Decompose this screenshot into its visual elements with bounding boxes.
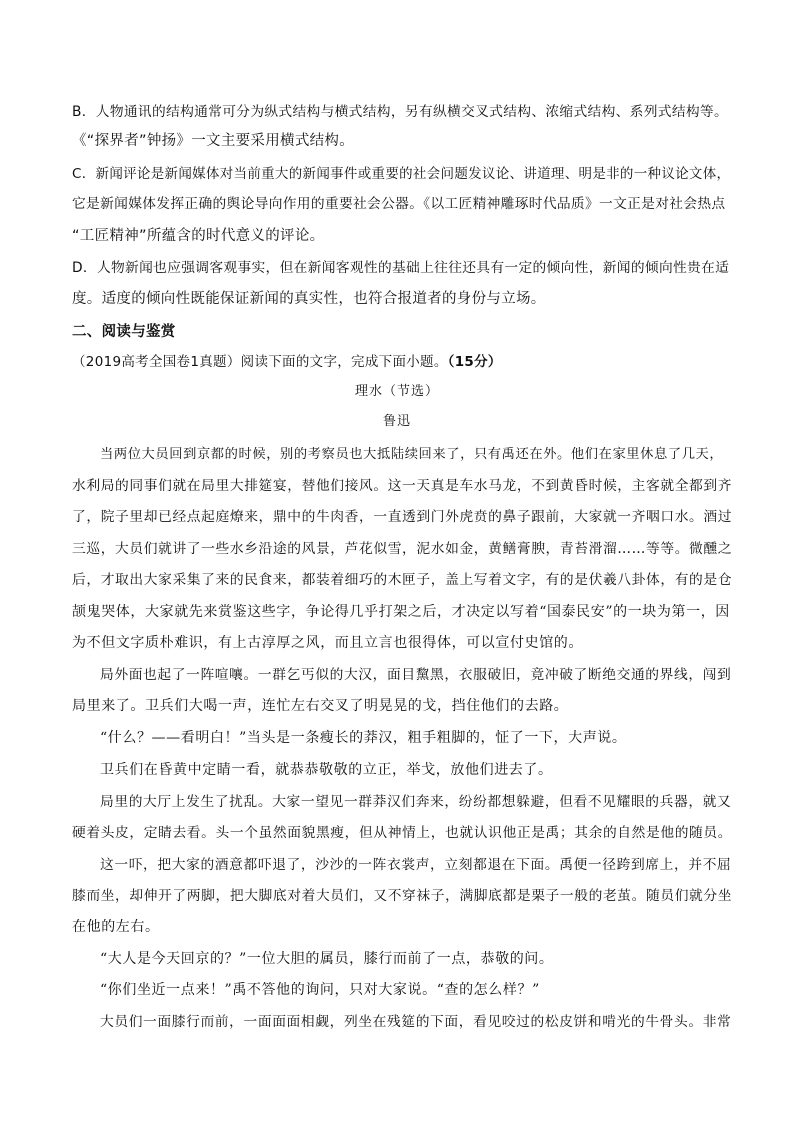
p7-line-1: “大人是今天回京的？”一位大胆的属员，膝行而前了一点，恭敬的问。: [100, 951, 554, 967]
p4-line-1: 卫兵们在昏黄中定睛一看，就恭恭敬敬的立正，举戈，放他们进去了。: [100, 762, 553, 778]
option-b-line-2: 《“探界者”钟扬》一文主要采用横式结构。: [72, 133, 355, 149]
question-instruction: [72, 352, 502, 372]
p6-line-1: 这一吓，把大家的酒意都吓退了，沙沙的一阵衣裳声，立刻都退在下面。禹便一径跨到席上，并不屈: [100, 857, 732, 873]
p1-line-5: 后，才取出大家采集了来的民食来，都装着细巧的木匣子，盖上写着文字，有的是伏羲八卦体，有的是仓: [72, 572, 733, 588]
p8-line-1: “你们坐近一点来！”禹不答他的询问，只对大家说。“查的怎么样？”: [100, 982, 540, 998]
p6-line-2: 膝而坐，却伸开了两脚，把大脚底对着大员们，又不穿袜子，满脚底都是栗子一般的老茧。随员们就分坐: [72, 888, 733, 904]
p2-line-2: 局里来了。卫兵们大喝一声，连忙左右交叉了明晃晃的戈，挡住他们的去路。: [72, 698, 569, 714]
p2-line-1: 局外面也起了一阵喧嚷。一群乞丐似的大汉，面目黧黑，衣服破旧，竟冲破了断绝交通的界线，闯到: [100, 667, 732, 683]
p1-line-4: 三巡，大员们就讲了一些水乡沿途的风景，芦花似雪，泥水如金，黄鳝膏腴，青苔滑溜……等等。微醺之: [72, 541, 733, 557]
option-d-line-1: D．人物新闻也应强调客观事实，但在新闻客观性的基础上往往还具有一定的倾向性，新闻的倾向性贵在适: [72, 260, 730, 276]
p1-line-6: 颉鬼哭体，大家就先来赏鉴这些字，争论得几乎打架之后，才决定以写着“国泰民安”的一块为第一，因: [72, 604, 730, 620]
passage-author: 鲁迅: [382, 414, 411, 429]
p3-line-1: “什么？——看明白！”当头是一条瘦长的莽汉，粗手粗脚的，怔了一下，大声说。: [100, 730, 627, 746]
p9-line-1: 大员们一面膝行而前，一面面面相觑，列坐在残筵的下面，看见咬过的松皮饼和啃光的牛骨头。非常: [100, 1014, 732, 1030]
p1-line-2: 水利局的同事们就在局里大排筵宴，替他们接风。这一天真是车水马龙，不到黄昏时候，主客就全都到齐: [72, 478, 733, 494]
section-heading: 二、阅读与鉴赏: [72, 324, 176, 340]
passage-title: 理水（节选）: [354, 384, 439, 399]
p5-line-1: 局里的大厅上发生了扰乱。大家一望见一群莽汉们奔来，纷纷都想躲避，但看不见耀眼的兵器，就又: [100, 794, 732, 810]
option-c-line-3: “工匠精神”所蕴含的时代意义的评论。: [72, 228, 325, 244]
option-c-line-1: C．新闻评论是新闻媒体对当前重大的新闻事件或重要的社会问题发议论、讲道理、明是非的一种议论文体，: [72, 166, 731, 182]
option-c-line-2: 它是新闻媒体发挥正确的舆论导向作用的重要社会公器。《以工匠精神雕琢时代品质》一文正是对社会热点: [72, 196, 726, 212]
p1-line-3: 了，院子里却已经点起庭燎来，鼎中的牛肉香，一直透到门外虎贲的鼻子跟前，大家就一齐咽口水。酒过: [72, 509, 733, 525]
p6-line-3: 在他的左右。: [72, 919, 160, 935]
option-b-line-1: B．人物通讯的结构通常可分为纵式结构与横式结构，另有纵横交叉式结构、浓缩式结构、系列式结构等。: [72, 104, 729, 120]
p5-line-2: 硬着头皮，定睛去看。头一个虽然面貌黑瘦，但从神情上，也就认识他正是禹；其余的自然是他的随员。: [72, 825, 733, 841]
option-d-line-2: 度。适度的倾向性既能保证新闻的真实性，也符合报道者的身份与立场。: [72, 291, 546, 307]
instruction-text: （2019高考全国卷1真题）阅读下面的文字，完成下面小题。: [72, 354, 448, 370]
p1-line-7: 为不但文字质朴难识，有上古淳厚之风，而且立言也很得体，可以宣付史馆的。: [72, 635, 583, 651]
score-text: （15分）: [447, 354, 502, 370]
p1-line-1: 当两位大员回到京都的时候，别的考察员也大抵陆续回来了，只有禹还在外。他们在家里休息了几天，: [100, 447, 724, 462]
